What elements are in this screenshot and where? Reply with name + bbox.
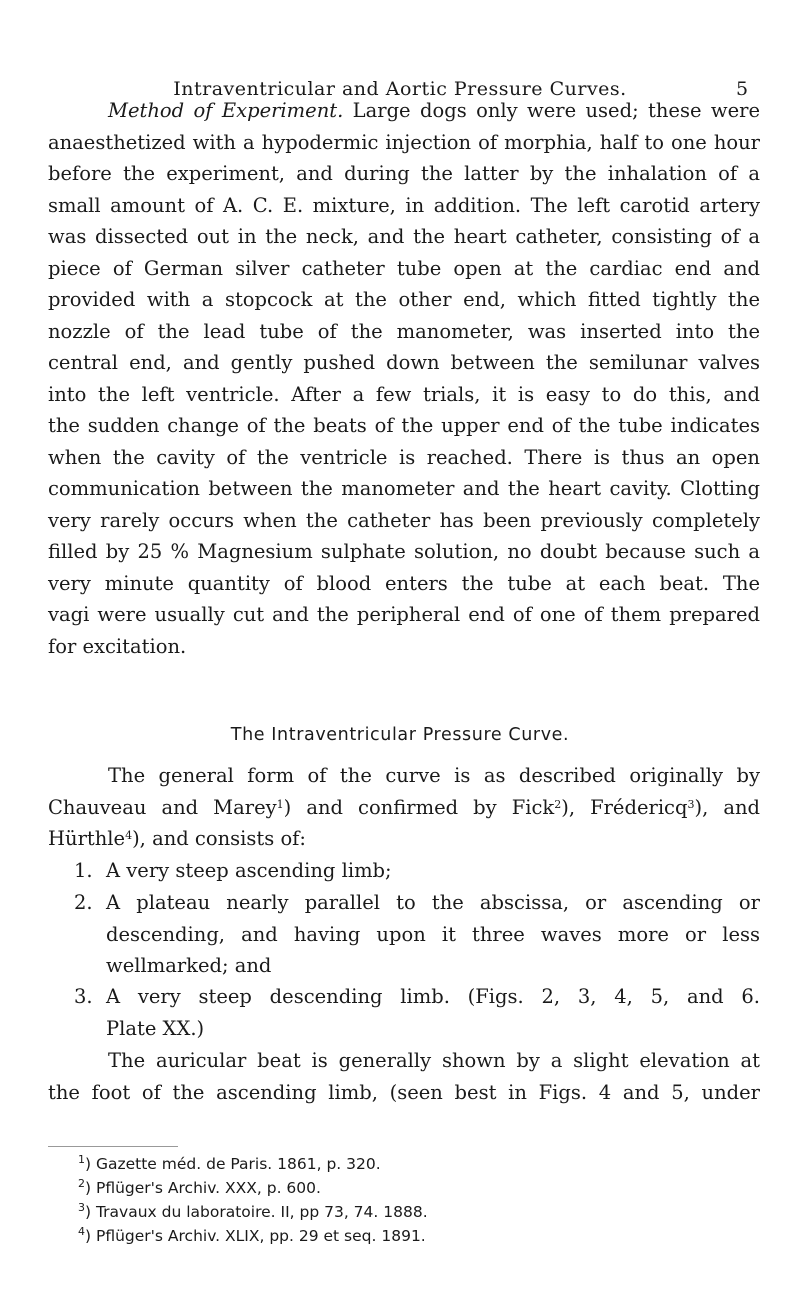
paragraph-line: piece of German silver catheter tube open at the cardiac end and <box>48 256 760 280</box>
footnote-mark: 2 <box>554 797 562 811</box>
paragraph-line: vagi were usually cut and the peripheral end of one of them prepared <box>48 603 760 626</box>
paragraph-line: when the cavity of the ventricle is reached. There is thus an open <box>48 445 760 469</box>
footnote-divider <box>48 1146 178 1147</box>
footnote-mark: 4 <box>125 829 133 842</box>
curve-paragraph <box>48 760 760 855</box>
page-number: 5 <box>736 78 749 100</box>
running-head: Intraventricular and Aortic Pressure Curves. <box>173 78 627 100</box>
footnote-mark: 1 <box>276 797 284 811</box>
footnotes <box>78 1153 428 1249</box>
paragraph-line: central end, and gently pushed down between the semilunar valves <box>48 351 760 374</box>
paragraph-line: Chauveau and Marey$^1$) and confirmed by Fick$^2$), Frédericq$^3$), and <box>48 795 760 819</box>
paragraph-line: Hürthle$^4$), and consists of: <box>48 827 306 850</box>
list-number: 3. <box>74 985 93 1008</box>
footnote: $^1$) Gazette méd. de Paris. 1861, p. 320. <box>78 1153 381 1173</box>
paragraph-line: very minute quantity of blood enters the tube at each beat. The <box>48 571 760 595</box>
paragraph-line: the foot of the ascending limb, (seen best in Figs. 4 and 5, under <box>48 1080 760 1104</box>
paragraph-line: Method of Experiment. Large dogs only were used; these were <box>108 99 760 122</box>
paragraph-line: anaesthetized with a hypodermic injection of morphia, half to one hour <box>48 130 760 154</box>
list-item: 3. A very steep descending limb. (Figs. 2, 3, 4, 5, and 6. Plate XX.) <box>48 981 760 1044</box>
method-paragraph <box>48 95 760 662</box>
list-item: 2. A plateau nearly parallel to the abscissa, or ascending or descending, and having upon it three waves more or less wellmarked; and <box>48 887 760 982</box>
paragraph-line: filled by 25 % Magnesium sulphate solution, no doubt because such a <box>48 540 760 563</box>
paragraph-line: before the experiment, and during the latter by the inhalation of a <box>48 162 760 185</box>
footnote: $^2$) Pflüger's Archiv. XXX, p. 600. <box>78 1177 321 1197</box>
paragraph-line: provided with a stopcock at the other end, which fitted tightly the <box>48 288 760 311</box>
paragraph-line: communication between the manometer and the heart cavity. Clotting <box>48 477 760 500</box>
paragraph-line: The auricular beat is generally shown by a slight elevation at <box>108 1049 760 1072</box>
footnote: $^4$) Pflüger's Archiv. XLIX, pp. 29 et seq. 1891. <box>78 1225 426 1245</box>
paragraph-line: small amount of A. C. E. mixture, in addition. The left carotid artery <box>48 193 760 217</box>
paragraph-line: nozzle of the lead tube of the manometer, was inserted into the <box>48 319 760 343</box>
list-number: 2. <box>74 891 93 914</box>
list-item: 1. A very steep ascending limb; <box>48 855 760 887</box>
paragraph-line: the sudden change of the beats of the upper end of the tube indicates <box>48 414 760 437</box>
paragraph-line: for excitation. <box>48 634 187 658</box>
auricular-paragraph <box>48 1045 760 1108</box>
footnote: $^3$) Travaux du laboratoire. II, pp 73, 74. 1888. <box>78 1201 428 1221</box>
footnote-mark: 3 <box>687 797 695 811</box>
paragraph-line: The general form of the curve is as described originally by <box>108 764 760 787</box>
paragraph-line: into the left ventricle. After a few trials, it is easy to do this, and <box>48 382 760 406</box>
italic-lead: Method of Experiment. <box>108 99 344 122</box>
paragraph-line: was dissected out in the neck, and the heart catheter, consisting of a <box>48 225 760 248</box>
section-heading: The Intraventricular Pressure Curve. <box>230 725 570 745</box>
paragraph-line: very rarely occurs when the catheter has been previously completely <box>48 508 760 532</box>
list-number: 1. <box>74 859 93 882</box>
